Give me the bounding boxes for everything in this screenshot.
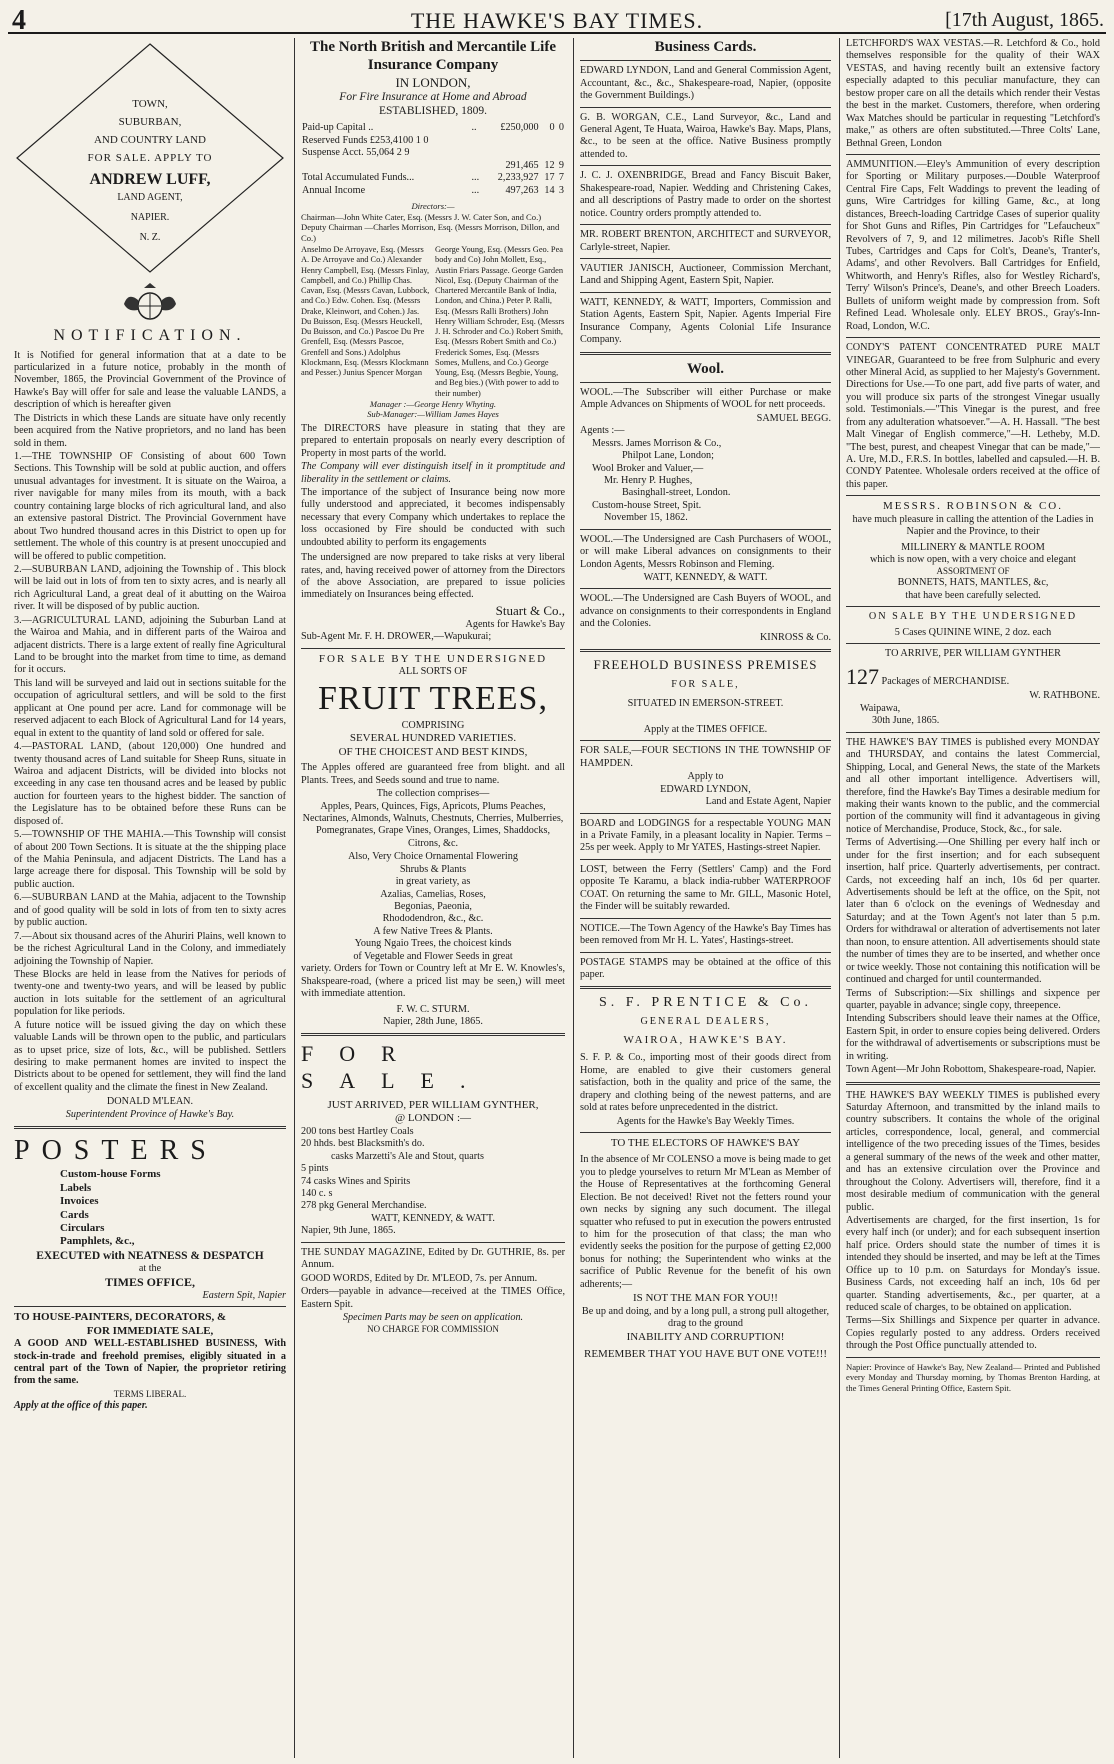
funds-cell-dots: ... xyxy=(471,172,480,184)
notice-blocks: These Blocks are held in lease from the Natives for periods of twenty-one and twenty-two years, and will be leased by public auction in lots suitable for the settlement of an agricultural population for like periods. xyxy=(14,968,286,1018)
fruit-date: Napier, 28th June, 1865. xyxy=(383,1015,483,1027)
posters-list xyxy=(14,1168,286,1248)
funds-cell-label: Annual Income xyxy=(302,184,366,196)
funds-cell-amount: 2,233,927 xyxy=(497,172,539,184)
posters-item: Pamphlets, &c., xyxy=(60,1235,135,1248)
sections-body: FOR SALE,—FOUR SECTIONS IN THE TOWNSHIP OF HAMPDEN. xyxy=(580,745,831,769)
funds-cell-d: 3 xyxy=(558,184,564,196)
painters-sale: FOR IMMEDIATE SALE, xyxy=(86,1324,214,1337)
prentice-general: GENERAL DEALERS, xyxy=(640,1016,771,1028)
funds-cell-d: 0 xyxy=(558,122,564,134)
terms-subscription: Terms of Subscription:—Six shillings and sixpence per quarter, payable in advance; single copy, threepence. xyxy=(846,987,1100,1011)
stamps-notice: POSTAGE STAMPS may be obtained at the office of this paper. xyxy=(580,956,831,980)
good-words: GOOD WORDS, Edited by Dr. M'LEOD, 7s. per Annum. xyxy=(301,1272,538,1284)
notice-item: 5.—TOWNSHIP OF THE MAHIA.—This Township will consist of about 200 Town Sections. It is situate at the the shipping place of the Mahia Peninsula, and adjacent Districts. The Land has a large acreage there for disposal. This Township will be sold by public auction. xyxy=(14,829,286,890)
letchford-advert: LETCHFORD'S WAX VESTAS.—R. Letchford & Co., hold themselves responsible for the quality of their WAX VESTAS, and having recently built an extensive factory especially adapted to this peculiar manufacture, they can bestow proper care on all the details which render their Vestas the best in the market. Customers, therefore, when ordering Wax Matches should be particular in requesting "Letchford's make," as others are often substituted.—Three Colts' Lane, Bethnal Green, London xyxy=(846,38,1100,149)
luff-line: AND COUNTRY LAND xyxy=(93,134,207,146)
fruit-heading: FOR SALE BY THE UNDERSIGNED xyxy=(318,652,548,665)
insurance-manager: Manager :—George Henry Whyting. xyxy=(369,398,497,409)
gynther-heading: TO ARRIVE, PER WILLIAM GYNTHER xyxy=(885,648,1061,660)
column-2 xyxy=(294,38,571,1758)
painters-apply: Apply at the office of this paper. xyxy=(14,1399,148,1411)
funds-cell-s: 17 xyxy=(544,172,555,184)
notice-item: 7.—About six thousand acres of the Ahuriri Plains, well known to be the richest Agricultural Land in the Colony, and immediately adjoining the Township of Napier. xyxy=(14,930,286,967)
funds-cell-label: Reserved Funds £253,4100 1 0 xyxy=(302,134,429,146)
prentice-name: S. F. PRENTICE & Co. xyxy=(598,995,813,1011)
insurance-subtitle: For Fire Insurance at Home and Abroad xyxy=(339,91,527,104)
luff-line: N. Z. xyxy=(139,232,161,243)
ammunition-advert: AMMUNITION.—Eley's Ammunition of every description for Sporting or Military purposes.—Double Waterproof Central Fire Caps, Felt Waddings to prevent the leading of guns, Wire Cartridges for killing Game, &c., at long distances, Breech-loading Cartridge Cases of superior quality for Shot Guns and Rifles, Pin Cartridges for "Lefaucheux" Revolvers of 7, 9, and 12 milimetres. Jacob's Rifle Shell Tubes, Cartridges and Caps for Colt's, Deane's, Tranter's, Adams', and other Revolvers. Ball Cartridges for Enfield, Whitworth, and Henry's Rifles, also for Westley Richard's, Terry' Wilson's Prince's, Deane's, and other Breech Loaders. Bullets of uniform weight made by compression from. Soft Refined Lead. Wholesale only. ELEY BROS., Gray's-Inn-Road, London, W.C. xyxy=(846,158,1100,332)
freehold-apply: Apply at the TIMES OFFICE. xyxy=(643,723,768,735)
posters-item: Invoices xyxy=(60,1195,99,1208)
fruit-varieties: SEVERAL HUNDRED VARIETIES. xyxy=(349,732,517,745)
funds-cell-d: 7 xyxy=(558,172,564,184)
forsale-item: 74 casks Wines and Spirits xyxy=(301,1175,411,1187)
fruit-ornamental-line: A few Native Trees & Plants. xyxy=(373,925,493,937)
notice-future: A future notice will be issued giving the day on which these valuable Lands will be thrown open to the public, and particulars as to upset price, size of lots, &c., will be published. Settlers desiring to make permanent homes are invited to inspect the Districts about to be opened for settlement, they will find the land of excellent quality and the climate the finest in New Zealand. xyxy=(14,1019,286,1093)
sections-name: EDWARD LYNDON, xyxy=(660,783,751,795)
wool-signer: SAMUEL BEGG. xyxy=(756,412,831,424)
luff-line: FOR SALE. APPLY TO xyxy=(87,152,213,164)
fruit-signer: F. W. C. STURM. xyxy=(396,1003,470,1015)
wool-agents-line: Basinghall-street, London. xyxy=(622,487,731,499)
fruit-collection: The collection comprises— xyxy=(376,788,490,800)
notice-item: 2.—SUBURBAN LAND, adjoining the Township of . This block will be laid out in lots of from ten to sixty acres, and is nearly all rich Agricultural Land, a great deal of it abutting on the Wairoa river. It will be disposed of by public auction. xyxy=(14,563,286,613)
directors-left: Anselmo De Arroyave, Esq. (Messrs A. De Arroyave and Co.) Alexander Henry Campbell, Esq. (Messrs Finlay, Campbell, and Co.) Phillip Chas. Cavan, Esq. (Messrs Cavan, Lubbock, and Co.) Edw. Cohen. Esq. (Messrs Drake, Kleinwort, and Cohen.) Jas. Du Buisson, Esq. (Messrs Heuckell, Du Buisson, and Co.) Pascoe Du Pre Grenfell, Esq. (Messrs Pascoe, Grenfell and Sons.) Adolphus Klockmann, Esq. (Messrs Klockmann and Pesser.) Junius Spencer Morgan xyxy=(301,245,430,378)
luff-name: ANDREW LUFF, xyxy=(89,171,211,188)
fruit-all: ALL SORTS OF xyxy=(398,666,468,678)
sunday-nocharge: NO CHARGE FOR COMMISSION xyxy=(367,1324,499,1335)
funds-cell-s: 12 xyxy=(544,159,555,171)
funds-cell-label: Suspense Acct. 55,064 2 9 xyxy=(302,147,410,159)
directors-chairman: Chairman—John White Cater, Esq. (Messrs J. W. Cater Son, and Co.) xyxy=(301,211,542,222)
robinson-bonnets: BONNETS, HATS, MANTLES, &c, xyxy=(897,577,1049,589)
freehold-situated: SITUATED IN EMERSON-STREET. xyxy=(627,697,784,709)
column-4 xyxy=(839,38,1106,1758)
directors-right: George Young, Esq. (Messrs Geo. Pea body and Co) John Mollett, Esq., Austin Friars Passage. George Garden Nicol, Esq. (Deputy Chairman of the Chartered Mercantile Bank of India, London, and China.) Peter P. Ralli, Esq. (Messrs Ralli Brothers) John Henry William Schroder, Esq. (Messrs J. H. Schroder and Co.) Robert Smith, Esq. (Messrs Robert Smith and Co.) Frederick Somes, Esq. (Messrs Somes, Mullens, and Co.) George Young, Esq. (Messrs Begbie, Young, and Beg bies.) (With power to add to their number) xyxy=(435,245,565,398)
gynther-place: Waipawa, xyxy=(860,702,901,714)
wool-heading: Wool. xyxy=(686,360,725,377)
sections-apply: Apply to xyxy=(687,771,724,783)
robinson-open: which is now open, with a very choice and elegant xyxy=(870,554,1076,566)
wool-agents-line: Messrs. James Morrison & Co., xyxy=(592,437,722,449)
insurance-directors-para: The DIRECTORS have pleasure in stating that they are prepared to entertain proposals on nearly every description of Property in most parts of the world. xyxy=(301,422,565,459)
newspaper-title: THE HAWKE'S BAY TIMES. xyxy=(410,8,704,33)
wool-agents-line: Mr. Henry P. Hughes, xyxy=(604,474,693,486)
gynther-date: 30th June, 1865. xyxy=(872,715,940,727)
column-3 xyxy=(573,38,837,1758)
funds-cell-dots xyxy=(470,135,483,147)
fruit-ornamental xyxy=(301,851,565,963)
painters-heading: TO HOUSE-PAINTERS, DECORATORS, & xyxy=(14,1311,227,1324)
forsale-item: 5 pints xyxy=(301,1163,329,1175)
electors-inability: INABILITY AND CORRUPTION! xyxy=(626,1331,785,1344)
town-agent: Town Agent—Mr John Robottom, Shakespeare-road, Napier. xyxy=(846,1064,1096,1076)
forsale-item: casks Marzetti's Ale and Stout, quarts xyxy=(331,1150,484,1162)
masthead xyxy=(8,4,1106,34)
fruit-ornamental-line: Azalias, Camelias, Roses, xyxy=(380,888,486,900)
notice-survey: This land will be surveyed and laid out in sections suitable for the occupation of agricultural settlers, and will be sold to the first applicant at One pound per acre. Land for commonage will be reserved adjacent to each Block of Agricultural Land for 14 years, equal in extent to the quantity of land sold or offered for sale. xyxy=(14,677,286,739)
wool-agents-line: Wool Broker and Valuer,— xyxy=(592,462,704,474)
business-card: J. C. J. OXENBRIDGE, Bread and Fancy Biscuit Baker, Shakespeare-road, Napier. Wedding and Christening Cakes, and all descriptions of Pastry made to order on the shortest notice. Country orders promptly attended to. xyxy=(580,170,831,219)
funds-row xyxy=(301,172,565,184)
fruit-title: FRUIT TREES, xyxy=(318,680,548,718)
terms-advertising: Terms of Advertising.—One Shilling per every half inch or under for the first insertion; and for each subsequent insertion, half price. Quarterly advertisements, per contract. Cards, not exceeding half an inch, 10s 6d per quarter. Advertisements should be left at the office, on the Spit, not later than 6 o'clock on the evenings of Wednesday and Saturday; and at the Town Agent's not later than 5 p.m. Orders for withdrawal or alteration of advertisements not later than noon, to ensure attention. All advertisements should state the number of times they are to be inserted, and whether once or twice weekly. Those not containing this notification will be continued and charged for until countermanded. xyxy=(846,837,1100,986)
freehold-heading: FREEHOLD BUSINESS PREMISES xyxy=(593,657,818,673)
forsale-item: 200 tons best Hartley Coals xyxy=(301,1125,414,1137)
business-card: EDWARD LYNDON, Land and General Commission Agent, Accountant, &c., &c., Shakespeare-road, Napier, (opposite the Government Buildings.) xyxy=(580,65,831,102)
royal-crest-icon xyxy=(120,282,180,322)
funds-cell-s xyxy=(540,147,556,159)
funds-cell-s xyxy=(540,135,556,147)
insurance-funds-table xyxy=(301,122,565,197)
insurance-agents-sub: Agents for Hawke's Bay xyxy=(465,618,565,630)
wool-agents-line: Philpot Lane, London; xyxy=(622,450,714,462)
insurance-undersigned: The undersigned are now prepared to take risks at very liberal rates, and, having received power of attorney from the Directors of the above Association, are prepared to issue policies immediately on Insurances being effected. xyxy=(301,552,565,601)
luff-line: NAPIER. xyxy=(130,212,170,223)
funds-cell-label: Total Accumulated Funds... xyxy=(302,172,415,184)
fruit-ornamental-line: Also, Very Choice Ornamental Flowering xyxy=(348,851,518,863)
quinine-heading: ON SALE BY THE UNDERSIGNED xyxy=(868,611,1078,623)
weekly-advertisements: Advertisements are charged, for the first insertion, 1s for every half inch (or under); and for each subsequent insertion half price. Orders should state the number of times it is intended they should be inserted, and may be left at the Times Office up to 10 p.m. on Saturdays for Monday's issue. Business Cards, not exceeding half an inch, 10s 6d per quarter. Standing advertisements, &c., per quarter, at a reduced scale of charges, to be obtained on application. xyxy=(846,1214,1100,1314)
business-card: G. B. WORGAN, C.E., Land Surveyor, &c., Land and General Agent, Te Huata, Wairoa, Hawke's Bay. Maps, Plans, &c., to be seen at the office. Native Business promptly attended to. xyxy=(580,111,831,160)
luff-line: TOWN, xyxy=(132,98,168,110)
wool-signer: KINROSS & Co. xyxy=(759,631,831,643)
notice-item: 6.—SUBURBAN LAND at the Mahia, adjacent to the Township and of good quality will be sold in lots of from ten to sixty acres by public auction. xyxy=(14,892,286,929)
posters-address: Eastern Spit, Napier xyxy=(202,1289,286,1301)
funds-cell-amount xyxy=(483,147,539,159)
posters-heading: POSTERS xyxy=(14,1135,218,1167)
wool-agents-label: Agents :— xyxy=(580,425,625,437)
electors-body: In the absence of Mr COLENSO a move is being made to get you to pledge yourselves to return Mr M'Lean as Member of the House of Representatives at the forthcoming General Election. Be not deceived! Rivet not the fetters round your own necks by signing any such document. The illegal squatter who refused to put in execution the powers entrusted to him for the prosecution of that class; the man who evidently seeks the position for the purpose of getting £2,000 bonus for nothing; the Superintendent who winks at the sacrifice of Public Revenue for the benefit of his own adherents;— xyxy=(580,1154,831,1290)
funds-cell-dots: ... xyxy=(471,184,480,196)
funds-cell-dots xyxy=(470,160,483,172)
funds-cell-s: 14 xyxy=(544,184,555,196)
notice-intro: It is Notified for general information that at a date to be particularized in a future notice, probably in the month of November, 1865, the Provincial Government of the Province of Hawke's Bay will offer for sale and lease the valuable LANDS, a description of which is hereafter given xyxy=(14,349,286,411)
insurance-distinguish: The Company will ever distinguish itself in it promptitude and liberality in the settlement or claims. xyxy=(301,461,565,485)
imprint: Napier: Province of Hawke's Bay, New Zealand— Printed and Published every Monday and Thursday morning, by Thomas Brenton Harding, at the Times General Printing Office, Eastern Spit. xyxy=(846,1361,1100,1393)
funds-cell-label: Paid-up Capital .. xyxy=(302,122,374,134)
directors-heading: Directors:— xyxy=(411,201,455,212)
robinson-assortment: ASSORTMENT OF xyxy=(936,566,1010,577)
fruit-ornamental-line: in great variety, as xyxy=(395,876,471,888)
insurance-importance: The importance of the subject of Insurance being now more fully understood and appreciated, it becomes indispensably necessary that every Company which undertakes to replace the loss occasioned by Fire should be conducted with such undoubted ability to perform its engagements xyxy=(301,486,565,548)
posters-item: Custom-house Forms xyxy=(60,1168,161,1181)
notice-item: 3.—AGRICULTURAL LAND, adjoining the Suburban Land at the Wairoa and Mahia, and in different parts of the Wairoa and adjacent districts. There is a large extent of really fine Agricultural Land to be brought into the market from time to time, as demand for it occurs. xyxy=(14,614,286,676)
robinson-heading: MESSRS. ROBINSON & CO. xyxy=(882,500,1063,513)
directors-deputy: Deputy Chairman —Charles Morrison, Esq. (Messrs Morrison, Dillon, and Co.) xyxy=(301,222,560,243)
lost-advert: LOST, between the Ferry (Settlers' Camp) and the Ford opposite Te Karamu, a black india-rubber WATERPROOF COAT. On returning the same to Mr. GILL, Masonic Hotel, the Finder will be suitably rewarded. xyxy=(580,863,831,913)
sunday-specimen: Specimen Parts may be seen on application. xyxy=(342,1311,524,1323)
funds-cell-label xyxy=(301,160,470,172)
electors-upanddoing: Be up and doing, and by a long pull, a strong pull altogether, drag to the ground xyxy=(581,1305,830,1329)
issue-date: [17th August, 1865. xyxy=(945,9,1104,31)
robinson-millinery: MILLINERY & MANTLE ROOM xyxy=(901,541,1045,553)
robinson-body: have much pleasure in calling the attention of the Ladies in Napier and the Province, to their xyxy=(852,513,1094,538)
sections-title: Land and Estate Agent, Napier xyxy=(705,796,831,808)
fruit-ornamental-line: Begonias, Paeonia, xyxy=(394,901,472,912)
electors-remember: REMEMBER THAT YOU HAVE BUT ONE VOTE!!! xyxy=(583,1347,828,1360)
funds-cell-amount: 497,263 xyxy=(505,184,539,196)
fruit-ornamental-line: Shrubs & Plants xyxy=(399,863,467,875)
luff-land-advert xyxy=(15,42,285,274)
notice-item: 1.—THE TOWNSHIP OF Consisting of about 600 Town Sections. This Township will be sold at public auction, and offers unusual advantages for investment. It is situate on the Wairoa, a river navigable for many miles from its mouth, with a back country containing large blocks of rich agricultural land, and also an extensive pastoral District. The Provincial Government have about Two hundred thousand acres in this District to open up for settlement. The whole of this country is at present unoccupied and will be offered to public competition. xyxy=(14,451,286,562)
posters-executed: EXECUTED with NEATNESS & DESPATCH xyxy=(36,1249,264,1262)
business-card: MR. ROBERT BRENTON, ARCHITECT and SURVEYOR, Carlyle-street, Napier. xyxy=(580,229,831,253)
business-card: WATT, KENNEDY, & WATT, Importers, Commission and Station Agents, Eastern Spit, Napier. Agents Imperial Fire Insurance Company, Agents Colonial Life Insurance Company. xyxy=(580,296,831,346)
sunday-orders: Orders—payable in advance—received at the TIMES Office, Eastern Spit. xyxy=(301,1286,565,1310)
funds-cell-amount xyxy=(483,135,539,147)
funds-cell-dots xyxy=(470,147,483,159)
fruit-variety: variety. Orders for Town or Country left at Mr E. W. Knowles's, Shakspeare-road, (where a priced list may be seen,) will meet with immediate attention. xyxy=(301,963,565,1000)
electors-heading: TO THE ELECTORS OF HAWKE'S BAY xyxy=(610,1136,801,1149)
board-advert: BOARD and LODGINGS for a respectable YOUNG MAN in a Private Family, in a pleasant locality in Napier. Terms –25s per week. Apply to Mr YATES, Hastings-street Napier. xyxy=(580,817,831,854)
notice-heading: NOTIFICATION. xyxy=(53,327,247,344)
business-cards-heading: Business Cards. xyxy=(654,39,757,55)
funds-cell-d xyxy=(556,135,565,147)
insurance-title: The North British and Mercantile Life Insurance Company xyxy=(310,39,556,74)
funds-row xyxy=(301,185,565,197)
funds-row xyxy=(301,135,565,147)
quinine-body: 5 Cases QUININE WINE, 2 doz. each xyxy=(894,626,1052,638)
directors-list xyxy=(301,245,565,399)
luff-line: SUBURBAN, xyxy=(118,116,182,128)
notice-districts: The Districts in which these Lands are situate have only recently been acquired from the Native proprietors, and no land has been sold in them. xyxy=(14,412,286,449)
funds-cell-amount: £250,000 xyxy=(500,122,539,134)
posters-item: Labels xyxy=(60,1181,92,1194)
insurance-submanager: Sub-Manager:—William James Hayes xyxy=(367,409,499,420)
insurance-city: IN LONDON, xyxy=(395,74,471,90)
painters-terms: TERMS LIBERAL. xyxy=(113,1388,187,1399)
painters-body: A GOOD AND WELL-ESTABLISHED BUSINESS, With stock-in-trade and freehold premises, eligibly situated in a central part of the Town of Napier, the proprietor retiring from the same. xyxy=(14,1338,286,1387)
funds-cell-amount: 291,465 xyxy=(505,159,539,171)
forsale-signer: WATT, KENNEDY, & WATT. xyxy=(371,1212,495,1224)
notice-signer-title: Superintendent Province of Hawke's Bay. xyxy=(65,1108,235,1120)
posters-at-the: at the xyxy=(138,1262,162,1274)
funds-row xyxy=(301,122,565,134)
luff-line: LAND AGENT, xyxy=(117,192,183,203)
funds-cell-dots: .. xyxy=(471,122,477,134)
fruit-ornamental-line: Young Ngaio Trees, the choicest kinds xyxy=(354,938,512,950)
insurance-subagent: Sub-Agent Mr. F. H. DROWER,—Wapukurai; xyxy=(301,631,492,643)
wool-advert: WOOL.—The Undersigned are Cash Buyers of WOOL, and advance on consignments to their correspondents in England and the Colonies. xyxy=(580,593,831,630)
forsale-item: 140 c. s xyxy=(301,1188,333,1200)
published-notice: THE HAWKE'S BAY TIMES is published every MONDAY and THURSDAY, and contains the latest Commercial, Shipping, Local, and General News, the state of the Markets and all other important intelligence. Advertisers will, therefore, find the Hawke's Bay Times a desirable medium for making their wants known to the public, and the commercial portion of the community will find it advantageous in giving notice of Merchandise, Produce, Stock, &c., for sale. xyxy=(846,736,1100,835)
wool-agents-line: November 15, 1862. xyxy=(604,512,688,524)
wool-signer: WATT, KENNEDY, & WATT. xyxy=(643,572,768,584)
intending-subscribers: Intending Subscribers should leave their names at the Office, Eastern Spit, in order to ensure copies being delivered. Orders for the withdrawal of advertisements or subscriptions must be in writing. xyxy=(846,1013,1100,1062)
fruit-choicest: OF THE CHOICEST AND BEST KINDS, xyxy=(338,745,528,758)
gynther-count: 127 xyxy=(846,663,879,689)
fruit-ornamental-line: of Vegetable and Flower Seeds in great xyxy=(353,950,513,962)
wool-advert: WOOL.—The Subscriber will either Purchase or make Ample Advances on Shipments of WOOL for nett proceeds. xyxy=(580,386,831,411)
funds-cell-d: 9 xyxy=(558,159,564,171)
weekly-times-notice: THE HAWKE'S BAY WEEKLY TIMES is published every Saturday Afternoon, and transmitted by the inland mails to country subscribers. It contains the whole of the original articles, correspondence, local, general, and commercial intelligence of the two preceding issues of the Times, besides a general summary of the news of the week and other matter, and has an extensive circulation over the Province and throughout the Colony. Advertisers will, therefore, find it a most desirable medium of communication with the general public. xyxy=(846,1089,1100,1213)
fruit-comprising: COMPRISING xyxy=(401,719,465,731)
column-1 xyxy=(8,38,292,1758)
freehold-forsale: FOR SALE, xyxy=(671,679,740,691)
forsale-item: 278 pkg General Merchandise. xyxy=(301,1200,427,1212)
agency-notice: NOTICE.—The Town Agency of the Hawke's Bay Times has been removed from Mr H. L. Yates', Hastings-street. xyxy=(580,922,831,947)
fruit-guarantee: The Apples offered are guaranteed free from blight. and all Plants. Trees, and Seeds sound and true to name. xyxy=(301,762,565,786)
insurance-agents: Stuart & Co., xyxy=(495,602,565,618)
fruit-list: Apples, Pears, Quinces, Figs, Apricots, Plums Peaches, Nectarines, Almonds, Walnuts, Chestnuts, Cherries, Mulberries, Pomegranates, Grape Vines, Oranges, Limes, Shaddocks, Citrons, &c. xyxy=(302,800,564,849)
gynther-packages: Packages of MERCHANDISE. xyxy=(881,675,1010,687)
insurance-established: ESTABLISHED, 1809. xyxy=(378,105,487,118)
funds-row xyxy=(301,147,565,159)
prentice-place: WAIROA, HAWKE'S BAY. xyxy=(623,1033,788,1046)
wool-advert: WOOL.—The Undersigned are Cash Purchasers of WOOL, or will make Liberal advances on consignments to their London Agents, Messrs Robinson and Fleming. xyxy=(580,533,831,570)
funds-cell-s: 0 xyxy=(549,122,555,134)
robinson-selected: that have been carefully selected. xyxy=(905,589,1041,601)
forsale-arrived: JUST ARRIVED, PER WILLIAM GYNTHER, xyxy=(327,1099,539,1112)
funds-cell-d xyxy=(556,147,565,159)
forsale-london: @ LONDON :— xyxy=(394,1112,472,1125)
electors-notman: IS NOT THE MAN FOR YOU!! xyxy=(633,1292,778,1305)
condy-advert: CONDY'S PATENT CONCENTRATED PURE MALT VINEGAR, Guaranteed to be free from Sulphuric and every other Mineral Acid, as supplied to her Majesty's Government. Directions for Use.—To one part, add five parts of water, and you will produce six parts of the strongest Vinegar usually sold. Testimonials.—"This Vinegar is the purest, and free from any adulteration whatsoever."—A. H. Hassall. "The best Malt Vinegar of English commerce,"—H. Letheby, M.D. "The best, purest, and cheapest Vinegar that can be made,"—A. Ure, M.D., F.R.S. In bottles, labelled and capsuled.—H. B. CONDY Patentee. Wholesale orders received at the office of this paper. xyxy=(846,342,1100,490)
gynther-signer: W. RATHBONE. xyxy=(1029,690,1100,702)
business-card: VAUTIER JANISCH, Auctioneer, Commission Merchant, Land and Shipping Agent, Eastern Spit, Napier. xyxy=(580,262,831,287)
prentice-agents: Agents for the Hawke's Bay Weekly Times. xyxy=(616,1115,795,1127)
forsale-date: Napier, 9th June, 1865. xyxy=(301,1225,396,1237)
posters-item: Circulars xyxy=(60,1221,105,1234)
posters-office: TIMES OFFICE, xyxy=(104,1275,195,1290)
notice-item: 4.—PASTORAL LAND, (about 120,000) One hundred and twenty thousand acres of Land suitable for Sheep Runs, situate in Wairoa and adjacent Districts, will be divided into blocks not exceeding in any case ten thousand acres and be leased by public auction for fourteen years to the highest bidder. The sanction of the Legislature has to be obtained before these Runs can be disposed of. xyxy=(14,741,286,827)
sunday-magazine: THE SUNDAY MAGAZINE, Edited by Dr. GUTHRIE, 8s. per Annum. xyxy=(301,1246,565,1271)
prentice-body: S. F. P. & Co., importing most of their goods direct from Home, are enabled to give their customers general satisfaction, both in the quality and price of the same, the drapery and clothing being of the newest patterns, and are sold at rates before unprecedented in the district. xyxy=(580,1052,831,1114)
page-number: 4 xyxy=(12,5,26,36)
wool-agents xyxy=(580,438,831,525)
posters-item: Cards xyxy=(60,1208,89,1221)
wool-agents-line: Custom-house Street, Spit. xyxy=(592,499,702,511)
weekly-terms: Terms—Six Shillings and Sixpence per quarter in advance. Copies regularly posted to any address. Orders received through the Post Office punctually attended to. xyxy=(846,1315,1100,1352)
funds-row xyxy=(301,160,565,172)
forsale-heading: FOR SALE. xyxy=(301,1041,492,1094)
notice-signer: DONALD M'LEAN. xyxy=(106,1096,194,1108)
fruit-ornamental-line: Rhododendron, &c., &c. xyxy=(382,913,484,925)
forsale-item: 20 hhds. best Blacksmith's do. xyxy=(301,1138,425,1150)
